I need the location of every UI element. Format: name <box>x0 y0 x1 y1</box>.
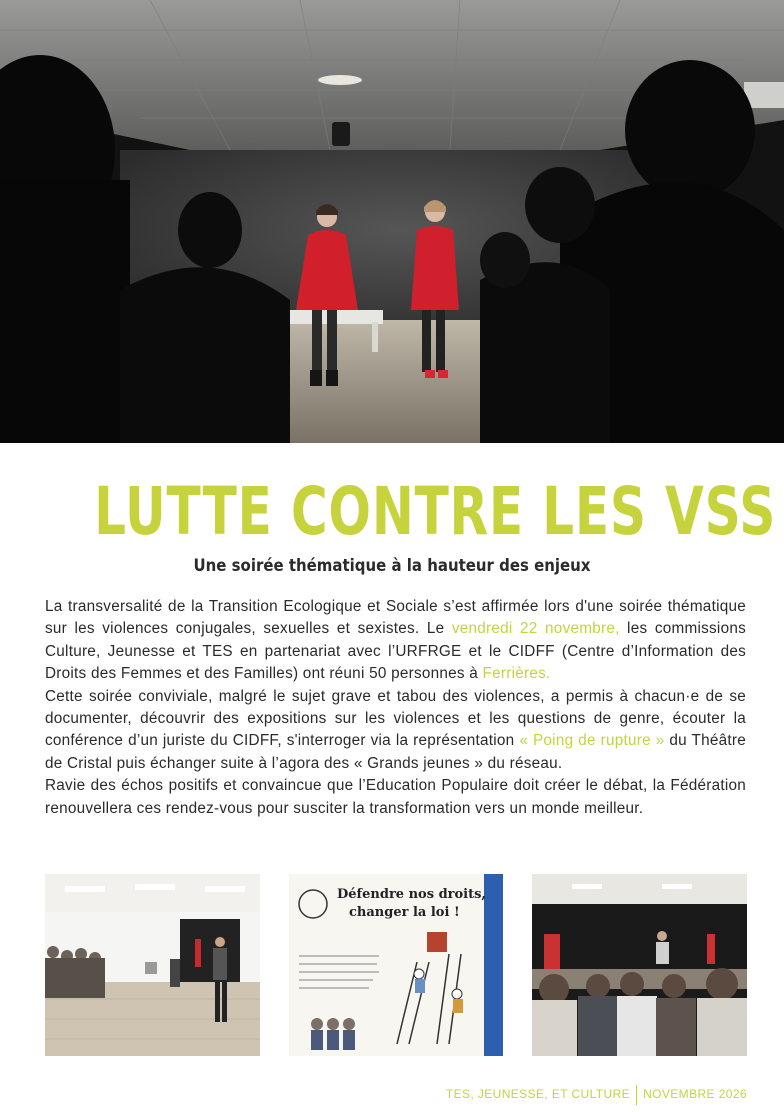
photo-exhibition-poster <box>289 874 503 1056</box>
photo-conference-room <box>45 874 260 1056</box>
poster-illustration <box>289 874 503 1056</box>
theatre-stage-illustration <box>0 0 784 443</box>
performance-audience-illustration <box>532 874 747 1056</box>
footer-date: NOVEMBRE 2026 <box>643 1087 747 1102</box>
paragraph-1 <box>45 596 746 686</box>
paragraph-2-text-b: du Théâtre de Cristal puis échanger suite à l’agora des « Grands jeunes » du réseau. <box>45 732 746 772</box>
poster-heading-1: Défendre nos droits, <box>337 887 486 902</box>
play-title: « Poing de rupture » <box>519 732 665 750</box>
paragraph-1-text-a: La transversalité de la Transition Ecologique et Sociale s’est affirmée lors d'une soirée thématique sur les violences conjugales, sexuelles et sexistes. Le <box>45 598 746 638</box>
footer-section: TES, JEUNESSE, ET CULTURE <box>445 1087 631 1102</box>
article-title: LUTTE CONTRE LES VSS <box>94 473 777 550</box>
article-body <box>45 596 746 820</box>
article-subtitle: Une soirée thématique à la hauteur des enjeux <box>193 556 591 576</box>
poster-heading-2: changer la loi ! <box>349 905 460 920</box>
event-place: Ferrières. <box>482 665 551 683</box>
paragraph-3: Ravie des échos positifs et convaincue que l’Education Populaire doit créer le débat, la Fédération renouvellera ces rendez-vous pour susciter la transformation vers un monde meilleur. <box>45 777 746 817</box>
page-footer <box>446 1085 747 1105</box>
paragraph-2 <box>45 686 746 776</box>
event-date: vendredi 22 novembre, <box>451 620 620 638</box>
footer-divider <box>636 1085 637 1105</box>
paragraph-2-text-a: Cette soirée conviviale, malgré le sujet grave et tabou des violences, a permis à chacun·e de se documenter, découvrir des expositions sur les violences et les questions de genre, écouter la conférence d’un juriste du CIDFF, s'interroger via la représentation <box>45 687 746 750</box>
hero-photo <box>0 0 784 443</box>
conference-room-illustration <box>45 874 260 1056</box>
photo-performance-audience <box>532 874 747 1056</box>
paragraph-1-text-b: les commissions Culture, Jeunesse et TES en partenariat avec l’URFRGE et le CIDFF (Centre d’Information des Droits des Femmes et des Familles) ont réuni 50 personnes à <box>45 620 746 683</box>
